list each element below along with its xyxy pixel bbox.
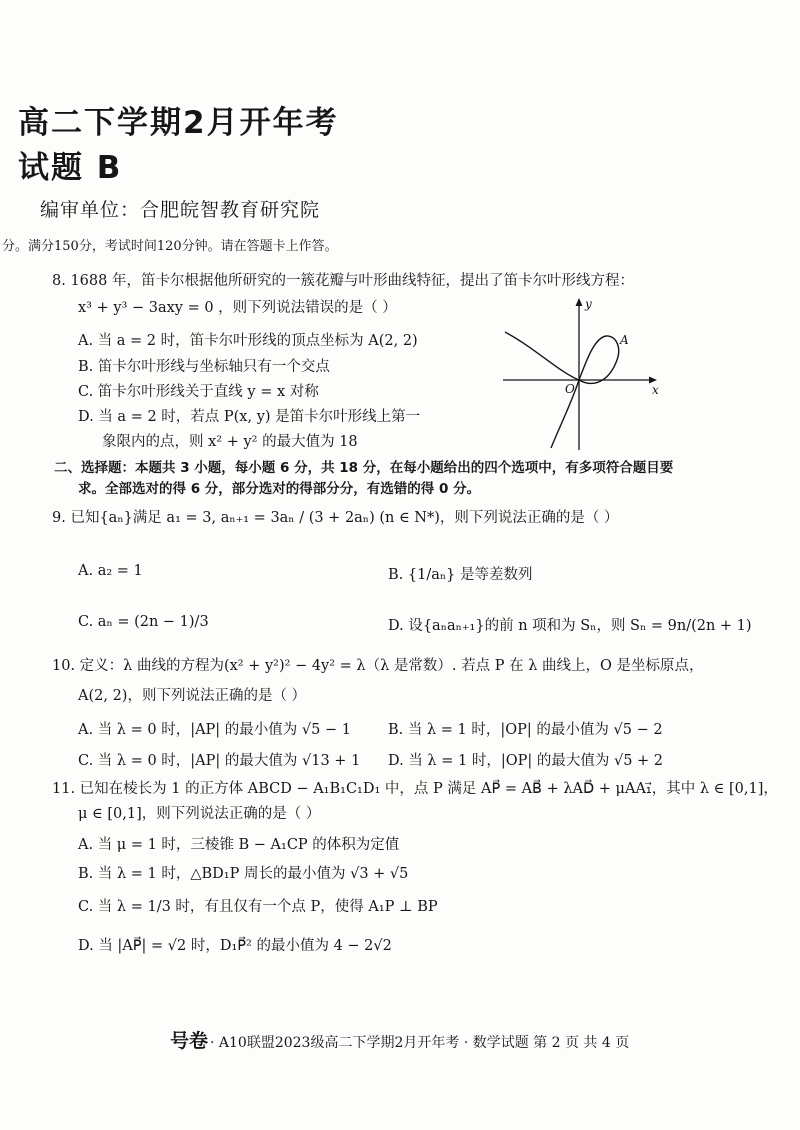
q8-option-d-line2: 象限内的点，则 x² + y² 的最大值为 18	[102, 434, 358, 450]
x-axis-label: x	[652, 383, 659, 397]
q8-option-c: C. 笛卡尔叶形线关于直线 y = x 对称	[78, 384, 319, 400]
editing-unit: 编审单位：合肥皖智教育研究院	[40, 199, 321, 221]
q9-option-c: C. aₙ = (2n − 1)/3	[78, 614, 209, 630]
q11-option-a: A. 当 μ = 1 时，三棱锥 B − A₁CP 的体积为定值	[78, 837, 400, 853]
q10-stem-line2: A(2, 2)，则下列说法正确的是（ ）	[78, 688, 307, 704]
q8-option-b: B. 笛卡尔叶形线与坐标轴只有一个交点	[78, 359, 330, 375]
brand-logo: 号卷	[170, 1030, 209, 1052]
origin-label: O	[565, 382, 575, 396]
folium-curve	[505, 332, 619, 448]
q10-option-b: B. 当 λ = 1 时，|OP| 的最小值为 √5 − 2	[388, 722, 663, 738]
q10-option-c: C. 当 λ = 0 时，|AP| 的最大值为 √13 + 1	[78, 753, 361, 769]
q11-option-c: C. 当 λ = 1/3 时，有且仅有一个点 P，使得 A₁P ⊥ BP	[78, 899, 438, 915]
exam-subtitle: 试题 B	[18, 150, 123, 186]
y-axis-label: y	[585, 297, 592, 311]
q10-stem-line1: 10. 定义：λ 曲线的方程为(x² + y²)² − 4y² = λ（λ 是常数）. 若点 P 在 λ 曲线上，O 是坐标原点，	[52, 658, 704, 674]
q8-option-d-line1: D. 当 a = 2 时，若点 P(x, y) 是笛卡尔叶形线上第一	[78, 409, 421, 425]
point-a-label: A	[620, 333, 629, 347]
q8-stem-line1: 8. 1688 年，笛卡尔根据他所研究的一簇花瓣与叶形曲线特征，提出了笛卡尔叶形线方程：	[52, 273, 634, 289]
q11-stem-line1: 11. 已知在棱长为 1 的正方体 ABCD − A₁B₁C₁D₁ 中，点 P 满足 AP⃗ = AB⃗ + λAD⃗ + μAA₁⃗，其中 λ ∈ [0,1]，	[52, 781, 778, 797]
y-axis-arrow	[576, 298, 583, 306]
page-footer	[170, 1026, 629, 1053]
q8-stem-line2: x³ + y³ − 3axy = 0 ，则下列说法错误的是（ ）	[78, 300, 397, 316]
folium-figure	[495, 292, 670, 452]
q11-option-b: B. 当 λ = 1 时，△BD₁P 周长的最小值为 √3 + √5	[78, 866, 409, 882]
q11-option-d: D. 当 |AP⃗| = √2 时，D₁P⃗² 的最小值为 4 − 2√2	[78, 938, 392, 954]
footer-text: · A10联盟2023级高二下学期2月开年考 · 数学试题 第 2 页 共 4 页	[210, 1035, 630, 1051]
q9-option-a: A. a₂ = 1	[78, 563, 143, 579]
q9-stem: 9. 已知{aₙ}满足 a₁ = 3, aₙ₊₁ = 3aₙ / (3 + 2aₙ) (n ∈ N*)，则下列说法正确的是（ ）	[52, 510, 619, 526]
q8-option-a: A. 当 a = 2 时，笛卡尔叶形线的顶点坐标为 A(2, 2)	[78, 333, 418, 349]
q9-option-d: D. 设{aₙaₙ₊₁}的前 n 项和为 Sₙ，则 Sₙ = 9n/(2n + 1)	[388, 618, 752, 634]
section2-line1: 二、选择题：本题共 3 小题，每小题 6 分，共 18 分，在每小题给出的四个选项中，有多项符合题目要	[54, 460, 674, 476]
exam-note: 分。满分150分，考试时间120分钟。请在答题卡上作答。	[2, 239, 338, 254]
q10-option-d: D. 当 λ = 1 时，|OP| 的最大值为 √5 + 2	[388, 753, 664, 769]
section2-line2: 求。全部选对的得 6 分，部分选对的得部分分，有选错的得 0 分。	[78, 481, 481, 497]
exam-title: 高二下学期2月开年考	[18, 105, 339, 141]
q9-option-b: B. {1/aₙ} 是等差数列	[388, 567, 533, 583]
q11-stem-line2: μ ∈ [0,1]，则下列说法正确的是（ ）	[78, 806, 321, 822]
q10-option-a: A. 当 λ = 0 时，|AP| 的最小值为 √5 − 1	[78, 722, 351, 738]
